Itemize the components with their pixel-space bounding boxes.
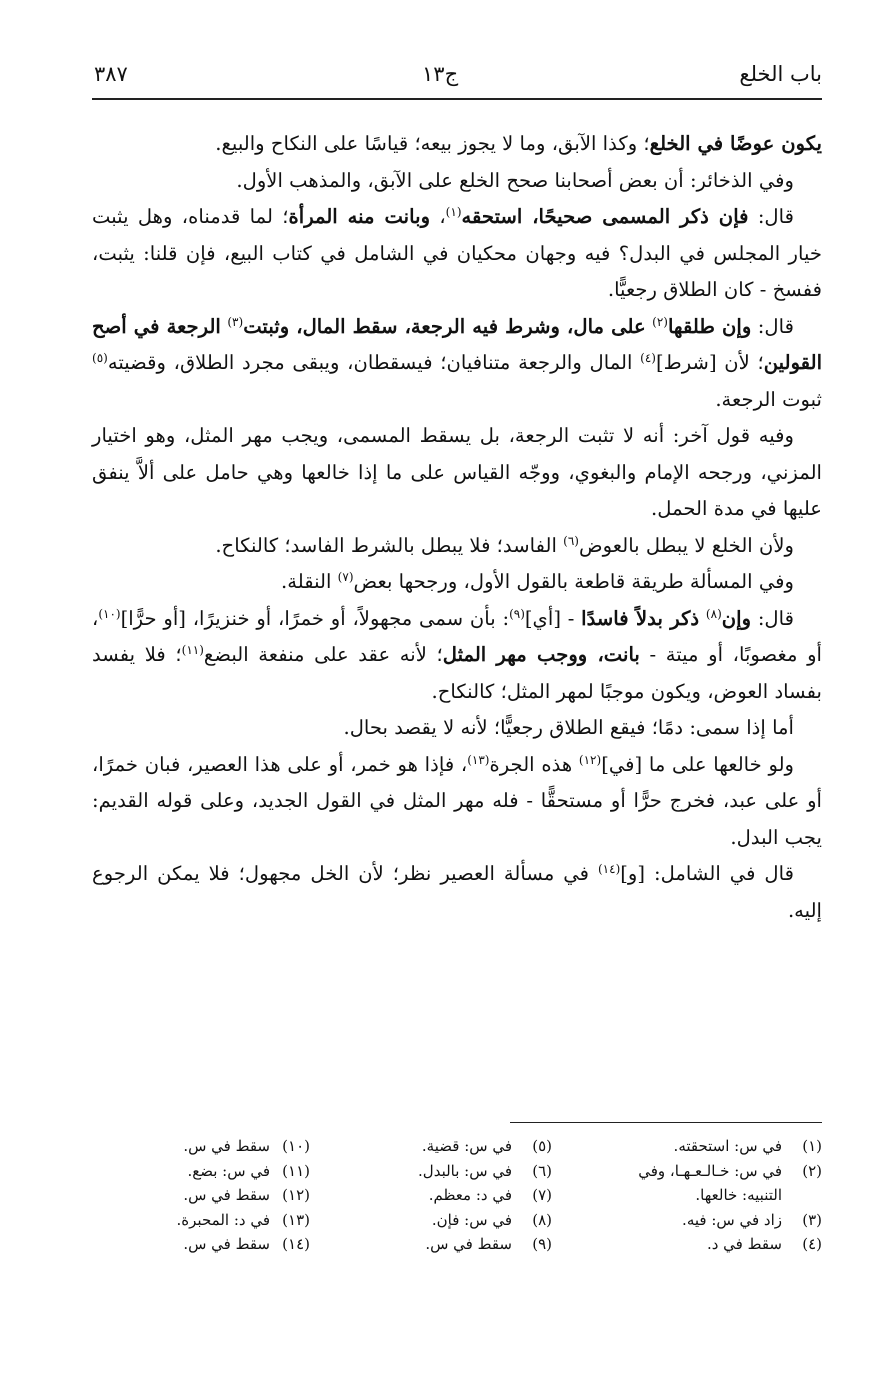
footnote-marker: (١) — [445, 205, 462, 219]
footnote-text: في د: معظم. — [428, 1186, 512, 1204]
text-run: ثبوت الرجعة. — [715, 387, 822, 411]
footnotes — [92, 1134, 822, 1334]
footnote-marker: (٥) — [92, 351, 108, 365]
footnote-marker: (٣) — [227, 314, 244, 329]
footnote-text: سقط في س. — [425, 1235, 512, 1253]
text-run: قال: — [751, 314, 794, 338]
footnote-text: سقط في د. — [706, 1235, 782, 1253]
footnote-text: التنبيه: خالعها. — [695, 1186, 782, 1204]
footnote-marker: (١٤) — [597, 862, 621, 876]
text-run: ، أو مغصوبًا، أو ميتة - — [92, 606, 822, 666]
footnote-number: (١٣) — [282, 1210, 310, 1229]
footnote-item — [92, 1208, 310, 1233]
text-run: ؛ لما قدمناه، وهل يثبت خيار المجلس في البدل؟ فيه وجهان محكيان في الشامل في كتاب البيع، فإن قلنا: يثبت، ففسخ - كان الطلاق رجعيًّا. — [92, 205, 822, 301]
footnote-number: (٧) — [532, 1186, 552, 1204]
footnote-item — [92, 1232, 310, 1257]
bold-text-run: يكون عوضًا في الخلع — [649, 132, 822, 155]
paragraph — [92, 418, 822, 528]
chapter-title: باب الخلع — [739, 62, 822, 86]
paragraph — [92, 564, 822, 601]
running-header — [92, 54, 822, 100]
text-run: الفاسد؛ فلا يبطل بالشرط الفاسد؛ كالنكاح. — [215, 533, 564, 557]
bold-text-run: بانت، ووجب مهر المثل — [442, 643, 640, 666]
footnote-item — [352, 1159, 552, 1184]
footnote-item — [590, 1232, 822, 1257]
footnote-text: سقط في س. — [183, 1235, 270, 1253]
bold-text-run: وإن طلقها — [667, 314, 752, 338]
footnote-text: في س: قضية. — [421, 1137, 512, 1155]
footnote-number: (١٢) — [282, 1186, 310, 1204]
footnote-marker: (٨) — [705, 606, 722, 621]
text-run: ؛ لأنه عقد على منفعة البضع — [203, 643, 443, 666]
footnote-marker: (٩) — [509, 606, 525, 621]
text-run: ولأن الخلع لا يبطل بالعوض — [578, 533, 794, 557]
text-run: وفيه قول آخر: أنه لا تثبت الرجعة، بل يسقط المسمى، ويجب مهر المثل، وهو اختيار المزني، ورجحه الإمام والبغوي، ووجّه القياس على ما إذا خالعها وهي حامل على ألاَّ ينفق عليها في مدة الحمل. — [92, 424, 822, 520]
footnote-item — [352, 1134, 552, 1159]
footnote-number: (١) — [802, 1137, 822, 1155]
text-run: قال: — [748, 205, 795, 228]
text-run: ؛ فلا يفسد بفساد العوض، ويكون موجبًا لمهر المثل؛ كالنكاح. — [92, 643, 822, 703]
footnote-number: (١١) — [282, 1161, 310, 1180]
bold-text-run: على مال، وشرط فيه الرجعة، سقط المال، وثبتت — [243, 314, 646, 338]
text-run: قال: — [751, 606, 794, 630]
footnote-text: سقط في س. — [183, 1186, 270, 1204]
footnote-text: سقط في س. — [183, 1137, 270, 1155]
text-run: قال في الشامل: [و] — [620, 862, 794, 885]
text-run: ، — [430, 205, 446, 228]
footnote-marker: (١٣) — [467, 752, 490, 767]
text-run: النقلة. — [280, 570, 338, 593]
footnote-marker: (٤) — [640, 351, 656, 365]
footnote-item — [590, 1183, 822, 1208]
footnote-column-1 — [590, 1134, 822, 1257]
footnote-marker: (١٠) — [98, 606, 121, 621]
text-run: ؛ لأن [شرط] — [655, 351, 764, 374]
footnote-item — [92, 1159, 310, 1184]
text-run: أما إذا سمى: دمًا؛ فيقع الطلاق رجعيًّا؛ لأنه لا يقصد بحال. — [343, 716, 794, 739]
paragraph — [92, 856, 822, 929]
book-page — [92, 54, 822, 1354]
bold-text-run: الرجعة في أصح القولين — [92, 314, 823, 374]
footnote-number: (٨) — [532, 1210, 552, 1229]
text-run: هذه الجرة — [489, 752, 579, 776]
text-run — [699, 607, 706, 630]
footnote-item — [92, 1183, 310, 1208]
footnote-item — [590, 1208, 822, 1233]
paragraph — [92, 309, 822, 419]
footnote-text: في س: بالبدل. — [418, 1161, 512, 1180]
paragraph — [92, 163, 822, 200]
footnote-number: (٩) — [532, 1235, 552, 1253]
text-run: ؛ وكذا الآبق، وما لا يجوز بيعه؛ قياسًا على النكاح والبيع. — [215, 132, 650, 155]
footnote-marker: (١٢) — [578, 752, 602, 767]
footnote-text: في س: بضع. — [187, 1161, 270, 1180]
footnote-number: (٢) — [802, 1161, 822, 1180]
footnote-marker: (١١) — [181, 643, 204, 657]
footnote-marker: (٦) — [563, 533, 579, 548]
text-run: وفي المسألة طريقة قاطعة بالقول الأول، ورجحها بعض — [353, 570, 794, 593]
bold-text-run: وإن — [721, 606, 752, 630]
bold-text-run: وبانت منه المرأة — [288, 205, 431, 228]
footnote-text: في س: استحقته. — [673, 1137, 782, 1155]
footnote-text: زاد في س: فيه. — [682, 1210, 782, 1229]
paragraph — [92, 199, 822, 309]
footnote-marker: (٧) — [337, 570, 354, 584]
text-run: وفي الذخائر: أن بعض أصحابنا صحح الخلع على الآبق، والمذهب الأول. — [236, 168, 794, 192]
footnote-number: (٤) — [802, 1235, 822, 1253]
footnote-item — [352, 1183, 552, 1208]
text-run: المال والرجعة متنافيان؛ فيسقطان، ويبقى مجرد الطلاق، وقضيته — [107, 351, 641, 374]
text-run: ، فإذا هو خمر، أو على هذا العصير، فبان خمرًا، أو على عبد، فخرج حرًّا أو مستحقًّا - فله مهر المثل في القول الجديد، وعلى قوله القديم: يجب البدل. — [92, 752, 822, 849]
footnote-text: في د: المحبرة. — [176, 1210, 270, 1229]
text-run: في مسألة العصير نظر؛ لأن الخل مجهول؛ فلا يمكن الرجوع إليه. — [92, 862, 822, 922]
paragraph — [92, 710, 822, 747]
footnote-item — [590, 1159, 822, 1184]
footnote-item — [590, 1134, 822, 1159]
paragraph — [92, 601, 822, 711]
footnote-separator — [510, 1122, 822, 1123]
text-run: : بأن سمى مجهولاً، أو خمرًا، أو خنزيرًا، [أو حرًّا] — [120, 606, 510, 630]
paragraph — [92, 747, 822, 857]
bold-text-run: ذكر بدلاً فاسدًا — [581, 606, 700, 630]
body-text — [92, 126, 822, 929]
bold-text-run: فإن ذكر المسمى صحيحًا، استحقه — [461, 205, 749, 228]
volume-label: ج١٣ — [422, 62, 459, 86]
footnote-number: (١٠) — [282, 1137, 310, 1155]
footnote-text: في س: فإن. — [431, 1210, 512, 1229]
footnote-number: (٣) — [802, 1210, 822, 1229]
footnote-column-3 — [92, 1134, 310, 1257]
paragraph — [92, 528, 822, 565]
footnote-number: (٦) — [532, 1161, 552, 1180]
footnote-marker: (٢) — [652, 314, 668, 329]
footnote-text: في س: خـالـعـهـا، وفي — [638, 1161, 782, 1180]
footnote-item — [352, 1208, 552, 1233]
footnote-column-2 — [352, 1134, 552, 1257]
footnote-number: (٥) — [532, 1137, 552, 1155]
text-run: ولو خالعها على ما [في] — [601, 752, 795, 776]
text-run: - [أي] — [524, 606, 582, 630]
footnote-number: (١٤) — [282, 1235, 310, 1253]
footnote-item — [92, 1134, 310, 1159]
page-number: ٣٨٧ — [94, 62, 128, 86]
paragraph — [92, 126, 822, 163]
footnote-item — [352, 1232, 552, 1257]
